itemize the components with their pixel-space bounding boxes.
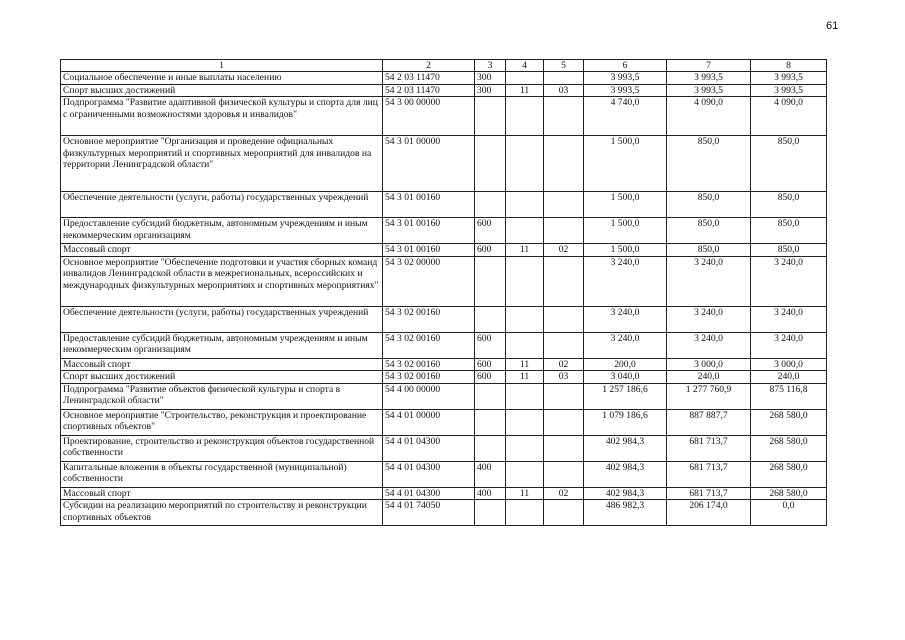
cell-year3: 268 580,0 [751, 461, 827, 487]
cell-rz [506, 256, 544, 306]
cell-pr [544, 383, 584, 409]
cell-pr: 02 [544, 358, 584, 371]
cell-name: Массовый спорт [61, 358, 383, 371]
table-row [61, 500, 827, 526]
cell-code: 54 2 03 11470 [383, 84, 475, 97]
cell-rz: 11 [506, 358, 544, 371]
cell-rz: 11 [506, 487, 544, 500]
table-row [61, 192, 827, 218]
cell-name: Основное мероприятие "Обеспечение подготовки и участия сборных команд инвалидов Ленинградской области в межрегиональных, всероссийских и международных физкультурных мероприятиях и спортивных мероприятиях" [61, 256, 383, 306]
cell-name: Спорт высших достижений [61, 371, 383, 384]
cell-code: 54 3 02 00000 [383, 256, 475, 306]
cell-pr: 02 [544, 487, 584, 500]
cell-vr: 600 [475, 332, 506, 358]
cell-pr [544, 256, 584, 306]
cell-rz: 11 [506, 84, 544, 97]
cell-vr: 300 [475, 72, 506, 85]
cell-year3: 268 580,0 [751, 409, 827, 435]
cell-year1: 1 500,0 [584, 218, 667, 244]
cell-pr [544, 435, 584, 461]
cell-year3: 875 116,8 [751, 383, 827, 409]
table-row [61, 371, 827, 384]
cell-year2: 681 713,7 [667, 487, 751, 500]
cell-name: Обеспечение деятельности (услуги, работы) государственных учреждений [61, 306, 383, 332]
cell-pr [544, 461, 584, 487]
cell-year3: 268 580,0 [751, 487, 827, 500]
cell-year2: 3 240,0 [667, 256, 751, 306]
table-row [61, 72, 827, 85]
cell-year2: 3 240,0 [667, 306, 751, 332]
cell-year1: 200,0 [584, 358, 667, 371]
cell-pr [544, 136, 584, 192]
cell-year1: 486 982,3 [584, 500, 667, 526]
table-row [61, 256, 827, 306]
cell-year1: 3 240,0 [584, 306, 667, 332]
column-header: 2 [383, 60, 475, 72]
cell-rz [506, 409, 544, 435]
cell-vr [475, 409, 506, 435]
cell-year2: 681 713,7 [667, 461, 751, 487]
cell-year1: 1 500,0 [584, 136, 667, 192]
budget-table [60, 59, 827, 526]
cell-code: 54 4 01 04300 [383, 435, 475, 461]
cell-vr [475, 500, 506, 526]
cell-rz: 11 [506, 244, 544, 257]
table-row [61, 383, 827, 409]
cell-vr [475, 97, 506, 136]
cell-year1: 1 500,0 [584, 192, 667, 218]
cell-year2: 3 000,0 [667, 358, 751, 371]
cell-vr [475, 192, 506, 218]
cell-vr: 400 [475, 487, 506, 500]
cell-year3: 4 090,0 [751, 97, 827, 136]
table-row [61, 332, 827, 358]
column-header: 8 [751, 60, 827, 72]
cell-pr [544, 500, 584, 526]
cell-name: Обеспечение деятельности (услуги, работы) государственных учреждений [61, 192, 383, 218]
table-header-row [61, 60, 827, 72]
cell-year3: 0,0 [751, 500, 827, 526]
cell-rz [506, 306, 544, 332]
cell-code: 54 4 01 04300 [383, 461, 475, 487]
page-number: 61 [826, 20, 839, 32]
cell-name: Проектирование, строительство и реконструкция объектов государственной собственности [61, 435, 383, 461]
cell-name: Основное мероприятие "Организация и проведение официальных физкультурных мероприятий и спортивных мероприятий для инвалидов на территории Ленинградской области" [61, 136, 383, 192]
table-row [61, 435, 827, 461]
cell-pr [544, 218, 584, 244]
cell-name: Социальное обеспечение и иные выплаты населению [61, 72, 383, 85]
cell-year2: 206 174,0 [667, 500, 751, 526]
cell-year2: 3 993,5 [667, 84, 751, 97]
cell-rz [506, 383, 544, 409]
cell-year1: 402 984,3 [584, 461, 667, 487]
cell-code: 54 3 01 00160 [383, 218, 475, 244]
cell-rz [506, 435, 544, 461]
cell-name: Предоставление субсидий бюджетным, автономным учреждениям и иным некоммерческим организациям [61, 218, 383, 244]
cell-vr [475, 435, 506, 461]
cell-name: Массовый спорт [61, 487, 383, 500]
cell-code: 54 3 02 00160 [383, 358, 475, 371]
cell-pr [544, 306, 584, 332]
cell-name: Капитальные вложения в объекты государственной (муниципальной) собственности [61, 461, 383, 487]
cell-year1: 4 740,0 [584, 97, 667, 136]
cell-name: Подпрограмма "Развитие объектов физической культуры и спорта в Ленинградской области" [61, 383, 383, 409]
cell-year3: 3 993,5 [751, 72, 827, 85]
cell-year2: 3 240,0 [667, 332, 751, 358]
cell-year3: 3 000,0 [751, 358, 827, 371]
cell-year1: 3 240,0 [584, 256, 667, 306]
column-header: 5 [544, 60, 584, 72]
cell-code: 54 3 02 00160 [383, 371, 475, 384]
cell-year2: 887 887,7 [667, 409, 751, 435]
cell-year1: 1 079 186,6 [584, 409, 667, 435]
cell-year2: 681 713,7 [667, 435, 751, 461]
cell-pr [544, 409, 584, 435]
cell-pr [544, 332, 584, 358]
cell-year2: 4 090,0 [667, 97, 751, 136]
cell-year2: 850,0 [667, 136, 751, 192]
cell-code: 54 3 02 00160 [383, 306, 475, 332]
cell-rz [506, 97, 544, 136]
cell-year3: 240,0 [751, 371, 827, 384]
cell-year3: 268 580,0 [751, 435, 827, 461]
cell-year2: 240,0 [667, 371, 751, 384]
cell-name: Спорт высших достижений [61, 84, 383, 97]
cell-year2: 1 277 760,9 [667, 383, 751, 409]
cell-year3: 850,0 [751, 244, 827, 257]
cell-year1: 402 984,3 [584, 487, 667, 500]
cell-pr [544, 97, 584, 136]
cell-year3: 3 240,0 [751, 256, 827, 306]
table-row [61, 306, 827, 332]
table-row [61, 218, 827, 244]
cell-code: 54 4 01 74050 [383, 500, 475, 526]
table-row [61, 84, 827, 97]
table-row [61, 461, 827, 487]
cell-year3: 850,0 [751, 192, 827, 218]
cell-vr [475, 136, 506, 192]
cell-year3: 3 240,0 [751, 332, 827, 358]
cell-name: Предоставление субсидий бюджетным, автономным учреждениям и иным некоммерческим организациям [61, 332, 383, 358]
column-header: 6 [584, 60, 667, 72]
cell-code: 54 4 00 00000 [383, 383, 475, 409]
cell-year3: 3 240,0 [751, 306, 827, 332]
column-header: 4 [506, 60, 544, 72]
cell-vr: 600 [475, 358, 506, 371]
cell-vr [475, 306, 506, 332]
cell-year3: 850,0 [751, 218, 827, 244]
cell-name: Подпрограмма "Развитие адаптивной физической культуры и спорта для лиц с ограниченными возможностями здоровья и инвалидов" [61, 97, 383, 136]
cell-rz [506, 461, 544, 487]
cell-code: 54 3 01 00160 [383, 192, 475, 218]
cell-name: Массовый спорт [61, 244, 383, 257]
cell-pr [544, 72, 584, 85]
cell-year2: 850,0 [667, 192, 751, 218]
table-row [61, 136, 827, 192]
cell-year1: 1 257 186,6 [584, 383, 667, 409]
column-header: 1 [61, 60, 383, 72]
cell-year2: 3 993,5 [667, 72, 751, 85]
cell-year1: 3 240,0 [584, 332, 667, 358]
cell-rz: 11 [506, 371, 544, 384]
cell-year1: 3 040,0 [584, 371, 667, 384]
table-row [61, 409, 827, 435]
cell-code: 54 3 01 00000 [383, 136, 475, 192]
cell-rz [506, 72, 544, 85]
cell-code: 54 2 03 11470 [383, 72, 475, 85]
cell-code: 54 3 00 00000 [383, 97, 475, 136]
cell-year1: 3 993,5 [584, 72, 667, 85]
cell-code: 54 4 01 04300 [383, 487, 475, 500]
cell-year1: 3 993,5 [584, 84, 667, 97]
cell-name: Основное мероприятие "Строительство, реконструкция и проектирование спортивных объектов" [61, 409, 383, 435]
cell-vr: 600 [475, 371, 506, 384]
cell-name: Субсидии на реализацию мероприятий по строительству и реконструкции спортивных объектов [61, 500, 383, 526]
cell-pr [544, 192, 584, 218]
cell-rz [506, 136, 544, 192]
cell-year1: 1 500,0 [584, 244, 667, 257]
cell-vr: 600 [475, 244, 506, 257]
column-header: 3 [475, 60, 506, 72]
cell-pr: 03 [544, 371, 584, 384]
cell-year3: 850,0 [751, 136, 827, 192]
table-row [61, 487, 827, 500]
cell-year2: 850,0 [667, 244, 751, 257]
cell-vr [475, 256, 506, 306]
cell-vr [475, 383, 506, 409]
cell-code: 54 4 01 00000 [383, 409, 475, 435]
cell-code: 54 3 02 00160 [383, 332, 475, 358]
cell-rz [506, 500, 544, 526]
cell-year1: 402 984,3 [584, 435, 667, 461]
cell-vr: 300 [475, 84, 506, 97]
cell-rz [506, 192, 544, 218]
cell-year2: 850,0 [667, 218, 751, 244]
cell-pr: 02 [544, 244, 584, 257]
cell-vr: 600 [475, 218, 506, 244]
cell-vr: 400 [475, 461, 506, 487]
cell-pr: 03 [544, 84, 584, 97]
cell-rz [506, 332, 544, 358]
cell-year3: 3 993,5 [751, 84, 827, 97]
cell-code: 54 3 01 00160 [383, 244, 475, 257]
table-row [61, 244, 827, 257]
table-row [61, 97, 827, 136]
cell-rz [506, 218, 544, 244]
column-header: 7 [667, 60, 751, 72]
table-row [61, 358, 827, 371]
